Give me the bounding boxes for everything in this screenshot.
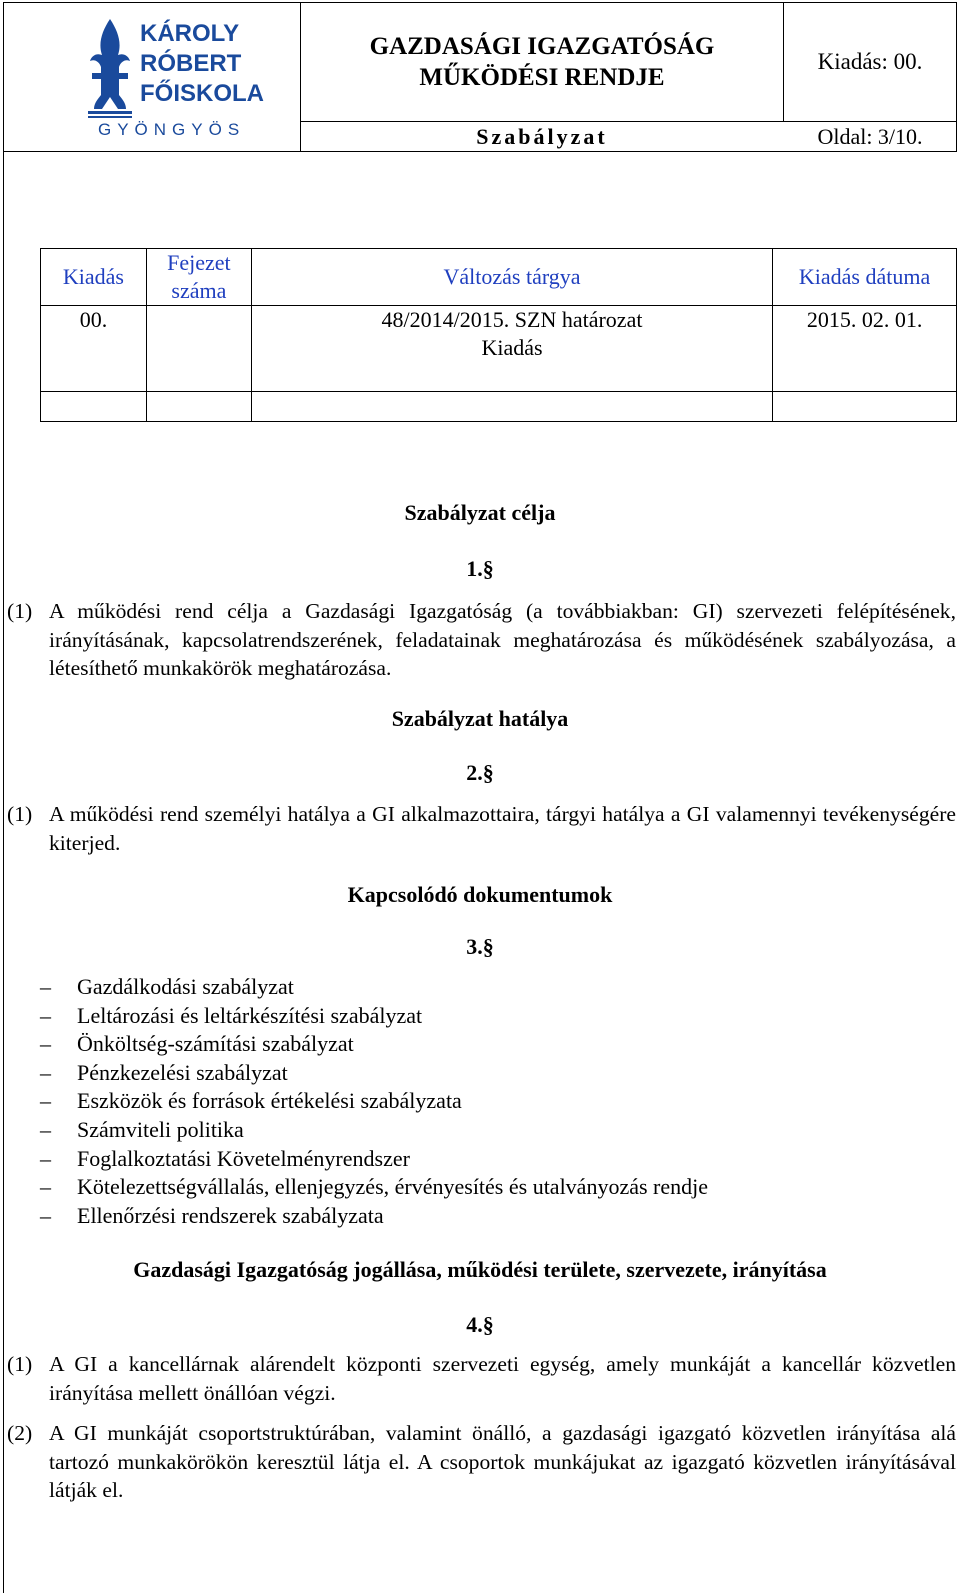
logo-line1: KÁROLY bbox=[140, 20, 240, 47]
col-header-fejezet: Fejezet száma bbox=[146, 249, 251, 306]
cell-datum: 2015. 02. 01. bbox=[773, 306, 957, 392]
list-item: – Kötelezettségvállalás, ellenjegyzés, érvényesítés és utalványozás rendje bbox=[40, 1173, 708, 1202]
revision-table bbox=[40, 248, 957, 422]
cell-targy bbox=[251, 306, 772, 392]
document-header bbox=[3, 2, 957, 152]
section-4-title: Gazdasági Igazgatóság jogállása, működési területe, szervezete, irányítása bbox=[133, 1257, 827, 1282]
list-item: – Önköltség-számítási szabályzat bbox=[40, 1030, 708, 1059]
page-left-rule bbox=[3, 150, 4, 1593]
list-item: – Eszközök és források értékelési szabályzata bbox=[40, 1087, 708, 1116]
paragraph-text: A GI a kancellárnak alárendelt központi szervezeti egység, amely munkáját a kancellár közvetlen irányítása mellett önállóan végzi. bbox=[49, 1352, 956, 1405]
logo-cell bbox=[4, 3, 301, 151]
list-item: – Leltározási és leltárkészítési szabályzat bbox=[40, 1002, 708, 1031]
doc-type-cell bbox=[301, 122, 783, 151]
title-line1: GAZDASÁGI IGAZGATÓSÁG bbox=[369, 33, 715, 60]
document-title bbox=[301, 3, 784, 122]
empty-cell bbox=[146, 392, 251, 422]
cell-fejezet bbox=[146, 306, 251, 392]
section-1-title: Szabályzat célja bbox=[404, 500, 556, 525]
section-1-paragraph-1 bbox=[7, 597, 956, 683]
doc-type-label: Szabályzat bbox=[476, 123, 608, 149]
paragraph-number: (1) bbox=[7, 802, 33, 826]
list-item: – Foglalkoztatási Követelményrendszer bbox=[40, 1145, 708, 1174]
title-line2: MŰKÖDÉSI RENDJE bbox=[419, 64, 665, 91]
cell-kiadas: 00. bbox=[41, 306, 147, 392]
section-4-paragraph-1 bbox=[7, 1350, 956, 1407]
empty-cell bbox=[41, 392, 147, 422]
page-number-label: Oldal: 3/10. bbox=[817, 123, 923, 149]
related-documents-list bbox=[40, 973, 708, 1230]
page-number-cell bbox=[784, 122, 956, 151]
list-item: – Pénzkezelési szabályzat bbox=[40, 1059, 708, 1088]
col-header-kiadas: Kiadás bbox=[41, 249, 147, 306]
empty-cell bbox=[251, 392, 772, 422]
revision-table-header-row bbox=[41, 249, 957, 306]
section-3-number: 3.§ bbox=[466, 934, 494, 959]
list-item: – Gazdálkodási szabályzat bbox=[40, 973, 708, 1002]
section-1-number: 1.§ bbox=[466, 556, 494, 581]
col-header-targy: Változás tárgya bbox=[251, 249, 772, 306]
section-4-paragraph-2 bbox=[7, 1419, 956, 1505]
paragraph-text: A működési rend célja a Gazdasági Igazgatóság (a továbbiakban: GI) szervezeti felépítésének, irányításának, kapcsolatrendszerének, feladatainak meghatározása és működésének szabályozása, a létesíthető munkakörök meghatározása. bbox=[49, 599, 956, 680]
paragraph-text: A GI munkáját csoportstruktúrában, valamint önálló, a gazdasági igazgató közvetlen irányítása alá tartozó munkakörökön keresztül látja el. A csoportok munkájukat az igazgató közvetlen irányításával látják el. bbox=[49, 1421, 956, 1502]
section-4-number: 4.§ bbox=[466, 1312, 494, 1337]
cell-targy-line1: 48/2014/2015. SZN határozat bbox=[381, 307, 643, 332]
table-row bbox=[41, 392, 957, 422]
logo-line4: GYÖNGYÖS bbox=[98, 120, 246, 139]
cell-targy-line2: Kiadás bbox=[481, 335, 543, 360]
section-2-number: 2.§ bbox=[466, 760, 494, 785]
table-row bbox=[41, 306, 957, 392]
college-logo bbox=[88, 17, 264, 139]
logo-line2: RÓBERT bbox=[140, 50, 242, 77]
empty-cell bbox=[773, 392, 957, 422]
list-item: – Számviteli politika bbox=[40, 1116, 708, 1145]
col-header-datum: Kiadás dátuma bbox=[773, 249, 957, 306]
edition-label: Kiadás: 00. bbox=[817, 49, 923, 74]
edition-cell bbox=[784, 3, 956, 122]
section-2-paragraph-1 bbox=[7, 800, 956, 857]
section-2-title: Szabályzat hatálya bbox=[391, 706, 569, 731]
paragraph-text: A működési rend személyi hatálya a GI alkalmazottaira, tárgyi hatálya a GI valamennyi tevékenységére kiterjed. bbox=[49, 802, 956, 855]
fleur-de-lis-icon bbox=[90, 19, 130, 109]
paragraph-number: (1) bbox=[7, 1352, 33, 1376]
section-3-title: Kapcsolódó dokumentumok bbox=[347, 882, 613, 907]
list-item: – Ellenőrzési rendszerek szabályzata bbox=[40, 1202, 708, 1231]
paragraph-number: (1) bbox=[7, 599, 33, 623]
paragraph-number: (2) bbox=[7, 1421, 33, 1445]
logo-line3: FŐISKOLA bbox=[140, 80, 264, 107]
